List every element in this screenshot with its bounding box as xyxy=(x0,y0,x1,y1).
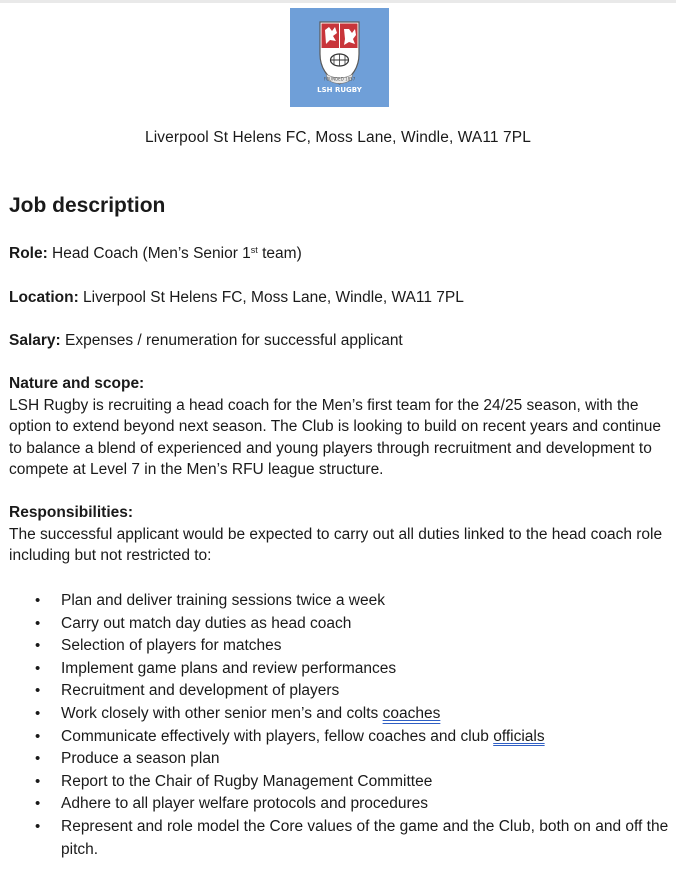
list-item-text: Report to the Chair of Rugby Management Committee xyxy=(61,772,433,790)
page-title: Job description xyxy=(9,194,166,217)
bullet-icon: • xyxy=(35,750,41,768)
logo-tagline: FOUNDED 1857 xyxy=(323,76,356,82)
list-item-text: Represent and role model the Core values of the game and the Club, both on and off the pitch. xyxy=(61,817,669,858)
nature-section xyxy=(9,373,671,481)
bullet-icon: • xyxy=(35,795,41,813)
salary-line xyxy=(9,332,403,350)
bullet-icon: • xyxy=(35,727,41,745)
list-item-text: Selection of players for matches xyxy=(61,637,282,655)
location-label: Location: xyxy=(9,289,79,306)
lsh-rugby-crest-icon xyxy=(290,8,389,107)
list-item xyxy=(0,635,673,658)
list-item-text: Produce a season plan xyxy=(61,750,220,768)
flagged-word[interactable]: officials xyxy=(493,727,545,745)
list-item-text: Plan and deliver training sessions twice a week xyxy=(61,592,385,609)
club-logo xyxy=(290,8,389,107)
list-item-text: Adhere to all player welfare protocols and procedures xyxy=(61,795,429,813)
list-item-text: Carry out match day duties as head coach xyxy=(61,614,352,632)
list-item xyxy=(0,726,673,749)
role-ordinal: st xyxy=(250,245,258,255)
bullet-icon: • xyxy=(35,772,41,790)
bullet-icon: • xyxy=(35,817,41,835)
nature-text: LSH Rugby is recruiting a head coach for the Men’s first team for the 24/25 season, with the option to extend beyond next season. The Club is looking to build on recent years and continue to balance a blend of experienced and young players through recruitment and development to compete at Level 7 in the Men’s RFU league structure. xyxy=(9,396,662,478)
location-value: Liverpool St Helens FC, Moss Lane, Windle, WA11 7PL xyxy=(78,289,464,306)
responsibilities-heading: Responsibilities: xyxy=(9,504,134,521)
list-item xyxy=(0,658,673,681)
salary-value: Expenses / renumeration for successful applicant xyxy=(60,332,403,349)
top-divider xyxy=(0,0,676,3)
list-item xyxy=(0,590,673,613)
responsibilities-intro: The successful applicant would be expected to carry out all duties linked to the head coach role including but not restricted to: xyxy=(9,525,663,564)
bullet-icon: • xyxy=(35,637,41,655)
role-value-end: team) xyxy=(257,245,302,262)
bullet-icon: • xyxy=(35,614,41,632)
club-address: Liverpool St Helens FC, Moss Lane, Windle, WA11 7PL xyxy=(145,129,531,146)
list-item xyxy=(0,680,673,703)
flagged-word[interactable]: coaches xyxy=(382,704,441,722)
responsibilities-section xyxy=(9,502,671,567)
role-value: Head Coach (Men’s Senior 1 xyxy=(47,245,251,262)
salary-label: Salary: xyxy=(9,332,61,349)
list-item xyxy=(0,793,673,816)
list-item xyxy=(0,816,673,861)
role-label: Role: xyxy=(9,245,48,262)
list-item-text: Work closely with other senior men’s and colts xyxy=(61,704,383,722)
bullet-icon: • xyxy=(35,592,41,609)
list-item-text: Recruitment and development of players xyxy=(61,682,340,700)
location-line xyxy=(9,289,464,307)
bullet-icon: • xyxy=(35,659,41,677)
logo-name: LSH RUGBY xyxy=(317,86,362,94)
responsibilities-list xyxy=(0,590,676,861)
nature-heading: Nature and scope: xyxy=(9,375,145,392)
bullet-icon: • xyxy=(35,682,41,700)
list-item-text: Implement game plans and review performances xyxy=(61,659,397,677)
list-item xyxy=(0,703,673,726)
list-item xyxy=(0,748,673,771)
list-item xyxy=(0,613,673,636)
list-item xyxy=(0,771,673,794)
role-line xyxy=(9,245,302,263)
bullet-icon: • xyxy=(35,704,41,722)
list-item-text: Communicate effectively with players, fellow coaches and club xyxy=(61,727,494,745)
